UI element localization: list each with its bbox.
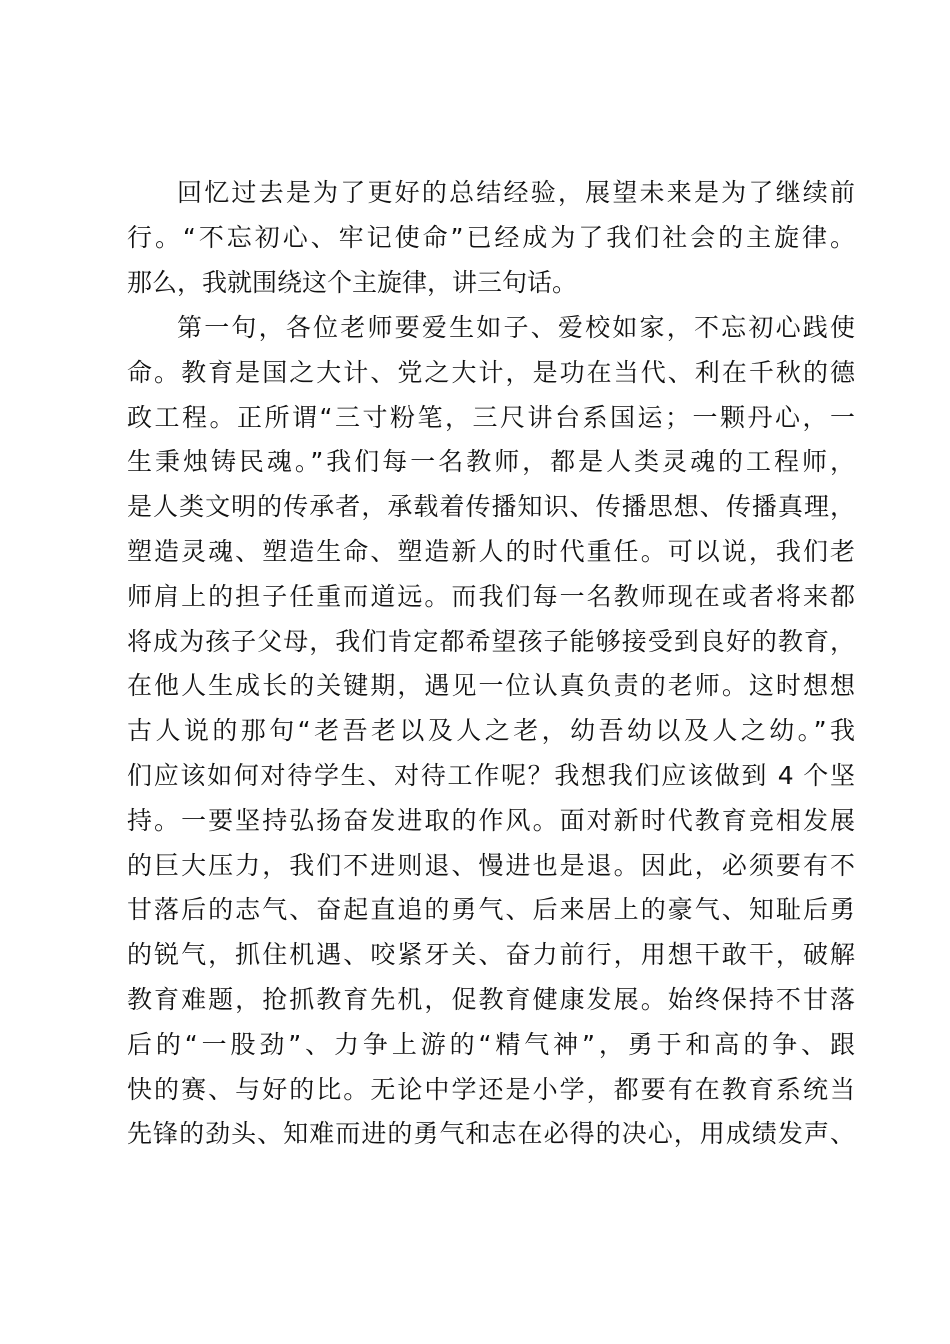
paragraph-intro	[127, 171, 855, 305]
text-line: 塑造灵魂、塑造生命、塑造新人的时代重任。可以说，我们老	[127, 536, 855, 566]
text-line: 师肩上的担子任重而道远。而我们每一名教师现在或者将来都	[127, 581, 855, 611]
text-line: 行。“不忘初心、牢记使命”已经成为了我们社会的主旋律。	[127, 222, 855, 252]
paragraph-first-point	[127, 306, 855, 1157]
text-line: 们应该如何对待学生、对待工作呢？我想我们应该做到 4 个坚	[127, 760, 855, 790]
text-line: 命。教育是国之大计、党之大计，是功在当代、利在千秋的德	[127, 357, 855, 387]
text-line: 那么，我就围绕这个主旋律，讲三句话。	[127, 267, 578, 297]
text-line: 回忆过去是为了更好的总结经验，展望未来是为了继续前	[177, 178, 855, 207]
text-line: 教育难题，抢抓教育先机，促教育健康发展。始终保持不甘落	[127, 984, 855, 1014]
text-line: 后的“一股劲”、力争上游的“精气神”，勇于和高的争、跟	[127, 1029, 855, 1059]
text-line: 在他人生成长的关键期，遇见一位认真负责的老师。这时想想	[127, 671, 855, 701]
text-line: 生秉烛铸民魂。”我们每一名教师，都是人类灵魂的工程师，	[127, 447, 855, 477]
text-line: 政工程。正所谓“三寸粉笔，三尺讲台系国运；一颗丹心，一	[127, 402, 855, 432]
text-line: 是人类文明的传承者，承载着传播知识、传播思想、传播真理，	[127, 492, 855, 522]
text-line: 的巨大压力，我们不进则退、慢进也是退。因此，必须要有不	[127, 850, 855, 880]
text-line: 的锐气，抓住机遇、咬紧牙关、奋力前行，用想干敢干，破解	[127, 940, 855, 970]
text-line: 先锋的劲头、知难而进的勇气和志在必得的决心，用成绩发声、	[127, 1119, 855, 1149]
text-line: 将成为孩子父母，我们肯定都希望孩子能够接受到良好的教育，	[127, 626, 855, 656]
text-line: 古人说的那句“老吾老以及人之老，幼吾幼以及人之幼。”我	[127, 716, 855, 746]
text-line: 甘落后的志气、奋起直追的勇气、后来居上的豪气、知耻后勇	[127, 895, 855, 925]
text-line: 快的赛、与好的比。无论中学还是小学，都要有在教育系统当	[127, 1074, 855, 1104]
text-line: 持。一要坚持弘扬奋发进取的作风。面对新时代教育竞相发展	[127, 805, 855, 835]
text-line: 第一句，各位老师要爱生如子、爱校如家，不忘初心践使	[177, 313, 855, 342]
